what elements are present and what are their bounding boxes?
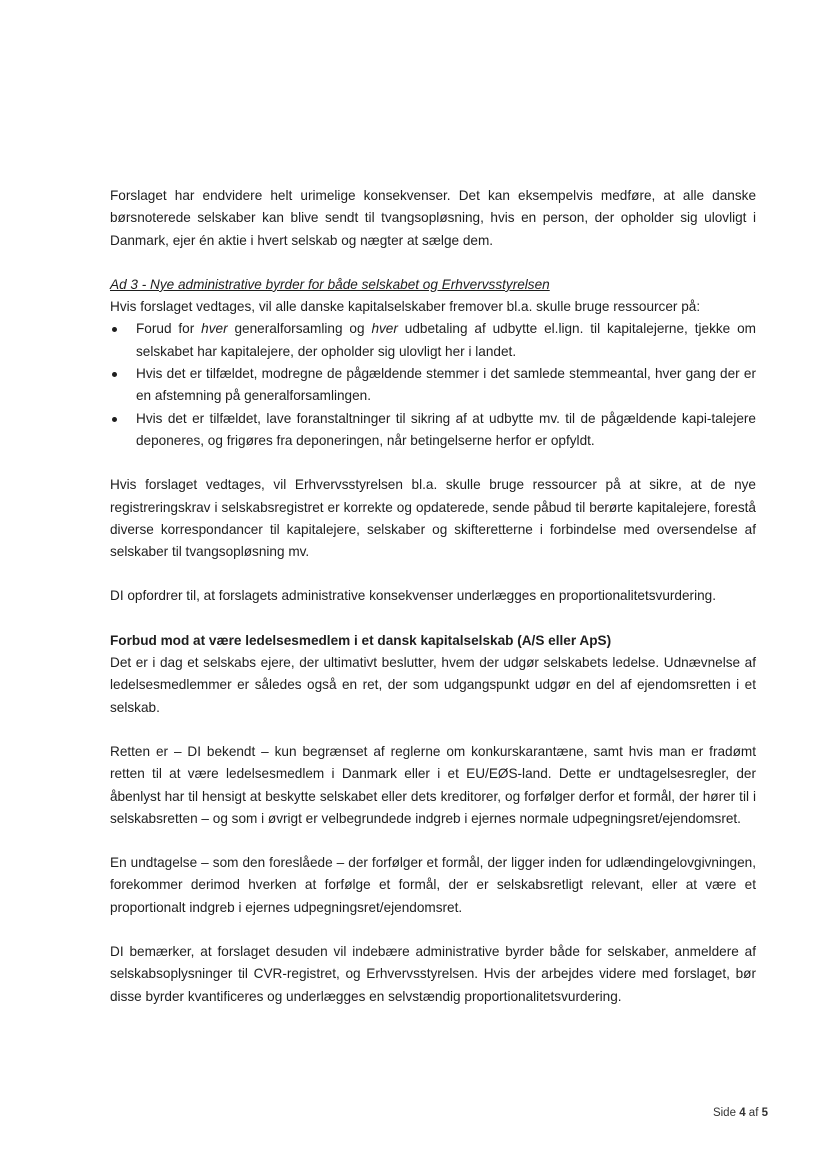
current-page-number: 4 — [739, 1107, 746, 1119]
bullet-icon — [112, 327, 117, 332]
bullet-emphasis: hver — [371, 321, 398, 337]
spacer — [110, 608, 756, 630]
bullet-list-company-burdens — [110, 318, 756, 452]
bullet-text: Hvis det er tilfældet, lave foranstaltninger til sikring af at udbytte mv. til de pågældende kapi-talejere deponeres, og frigøres fra deponeringen, når betingelserne herfor er opfyldt. — [136, 410, 756, 448]
bullet-text: Hvis det er tilfældet, modregne de pågældende stemmer i det samlede stemmeantal, hver gang der er en afstemning på generalforsamlingen. — [136, 366, 756, 404]
spacer — [110, 452, 756, 474]
bullet-emphasis: hver — [201, 321, 228, 337]
spacer — [110, 719, 756, 741]
bullet-text: udbetaling af udbytte el.lign. til kapitalejerne, tjekke om selskabet har kapitalejere, der opholder sig ulovligt her i landet. — [136, 321, 756, 359]
page-number-footer — [713, 1107, 768, 1119]
page-body — [110, 185, 756, 1008]
section-heading-forbud: Forbud mod at være ledelsesmedlem i et dansk kapitalselskab (A/S eller ApS) — [110, 632, 612, 648]
total-pages-number: 5 — [761, 1107, 768, 1119]
paragraph-owners-decide: Det er i dag et selskabs ejere, der ultimativt beslutter, hvem der udgør selskabets ledelse. Udnævnelse af ledelsesmedlemmer er således også en ret, der som udgangspunkt udgør en del af ejendomsretten i et selskab. — [110, 655, 756, 715]
paragraph-proportionality: DI opfordrer til, at forslagets administrative konsekvenser underlægges en proportionalitetsvurdering. — [110, 588, 716, 604]
paragraph-exception: En undtagelse – som den foreslåede – der forfølger et formål, der ligger inden for udlændingelovgivningen, forekommer derimod hverken at forfølge et formål, der er selskabsretligt relevant, eller at være et proportionalt indgreb i ejernes udpegningsret/ejendomsret. — [110, 855, 756, 915]
spacer — [110, 830, 756, 852]
section-intro-ad3: Hvis forslaget vedtages, vil alle danske kapitalselskaber fremover bl.a. skulle bruge ressourcer på: — [110, 299, 701, 315]
list-item — [110, 408, 756, 453]
list-item — [110, 363, 756, 408]
paragraph-right-limited: Retten er – DI bekendt – kun begrænset af reglerne om konkurskarantæne, samt hvis man er fradømt retten til at være ledelsesmedlem i Danmark eller i et EU/EØS-land. Dette er undtagelsesregler, der åbenlyst har til hensigt at beskytte selskabet eller dets kreditorer, og forfølger derfor et formål, der hører til i selskabsretten – og som i øvrigt er velbegrundede indgreb i ejernes normale udpegningsret/ejendomsret. — [110, 743, 756, 826]
of-label: af — [748, 1107, 759, 1119]
list-item — [110, 318, 756, 363]
paragraph-admin-burdens: DI bemærker, at forslaget desuden vil indebære administrative byrder både for selskaber, anmeldere af selskabsoplysninger til CVR-registret, og Erhvervsstyrelsen. Hvis der arbejdes videre med forslaget, bør disse byrder kvantificeres og underlægges en selvstændig proportionalitetsvurdering. — [110, 944, 756, 1004]
spacer — [110, 563, 756, 585]
paragraph-erhvervsstyrelsen: Hvis forslaget vedtages, vil Erhvervsstyrelsen bl.a. skulle bruge ressourcer på at sikre, at de nye registreringskrav i selskabsregistret er korrekte og opdaterede, sende påbud til berørte kapitalejere, forestå diverse korrespondancer til kapitalejere, selskaber og skifteretterne i forbindelse med oversendelse af selskaber til tvangsopløsning mv. — [110, 477, 756, 560]
bullet-icon — [112, 372, 117, 377]
bullet-icon — [112, 417, 117, 422]
spacer — [110, 252, 756, 274]
section-heading-ad3: Ad 3 - Nye administrative byrder for både selskabet og Erhvervsstyrelsen — [110, 276, 550, 292]
paragraph-consequences: Forslaget har endvidere helt urimelige konsekvenser. Det kan eksempelvis medføre, at alle danske børsnoterede selskaber kan blive sendt til tvangsopløsning, hvis en person, der opholder sig ulovligt i Danmark, ejer én aktie i hvert selskab og nægter at sælge dem. — [110, 188, 756, 248]
bullet-text: generalforsamling og — [227, 321, 372, 337]
spacer — [110, 919, 756, 941]
page-label: Side — [712, 1107, 736, 1119]
bullet-text: Forud for — [136, 321, 202, 337]
